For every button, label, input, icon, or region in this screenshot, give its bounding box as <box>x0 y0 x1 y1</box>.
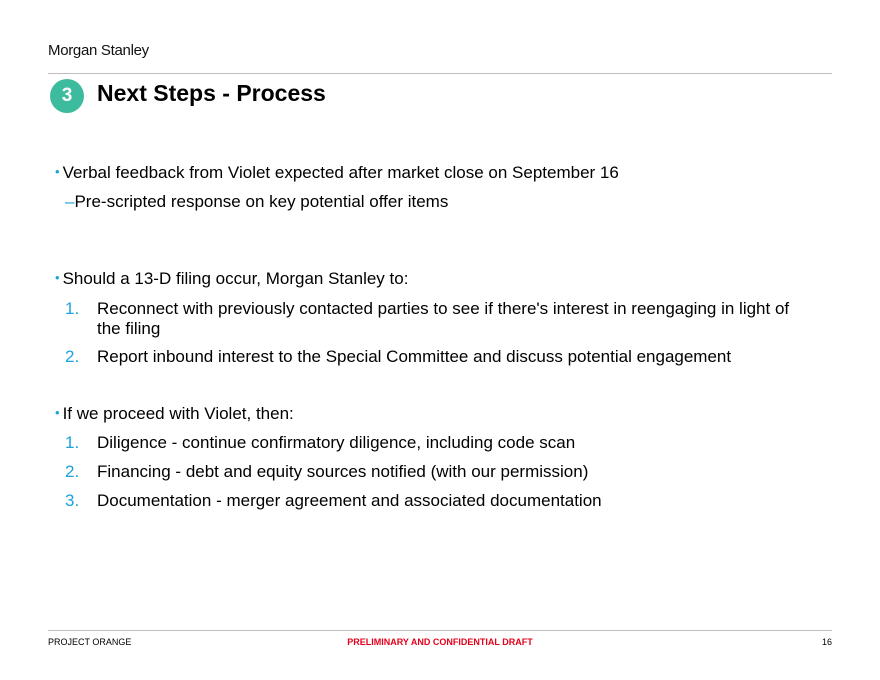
list-item-text-continued: the filing <box>97 319 161 338</box>
footer-project-name: PROJECT ORANGE <box>48 637 132 647</box>
sub-bullet-text: Pre-scripted response on key potential offer items <box>74 192 449 211</box>
bullet-item <box>55 404 294 425</box>
bullet-dot-icon: • <box>55 405 60 420</box>
footer-draft-label: PRELIMINARY AND CONFIDENTIAL DRAFT <box>347 637 533 647</box>
list-number: 2. <box>65 347 80 366</box>
list-item-text: Financing - debt and equity sources notified (with our permission) <box>97 462 589 481</box>
bullet-text: Should a 13-D filing occur, Morgan Stanley to: <box>62 269 409 288</box>
bullet-item <box>55 269 408 290</box>
list-number: 1. <box>65 299 80 318</box>
page-number: 16 <box>821 637 832 647</box>
section-number-badge: 3 <box>50 79 84 113</box>
footer-divider <box>48 630 832 631</box>
list-number: 2. <box>65 462 80 481</box>
bullet-item <box>55 163 619 184</box>
bullet-text: If we proceed with Violet, then: <box>62 404 294 423</box>
brand-logo: Morgan Stanley <box>48 42 149 59</box>
dash-icon: – <box>65 192 75 211</box>
header-divider <box>48 73 832 74</box>
list-number: 1. <box>65 433 80 452</box>
list-item-text: Reconnect with previously contacted parties to see if there's interest in reengaging in light of <box>97 299 790 318</box>
list-item-text: Report inbound interest to the Special Committee and discuss potential engagement <box>97 347 732 366</box>
bullet-text: Verbal feedback from Violet expected after market close on September 16 <box>62 163 619 182</box>
list-number: 3. <box>65 491 80 510</box>
page-title: Next Steps - Process <box>97 80 326 106</box>
bullet-dot-icon: • <box>55 164 60 179</box>
sub-bullet-item <box>65 192 448 212</box>
list-item-text: Documentation - merger agreement and associated documentation <box>97 491 602 510</box>
bullet-dot-icon: • <box>55 270 60 285</box>
list-item-text: Diligence - continue confirmatory diligence, including code scan <box>97 433 576 452</box>
